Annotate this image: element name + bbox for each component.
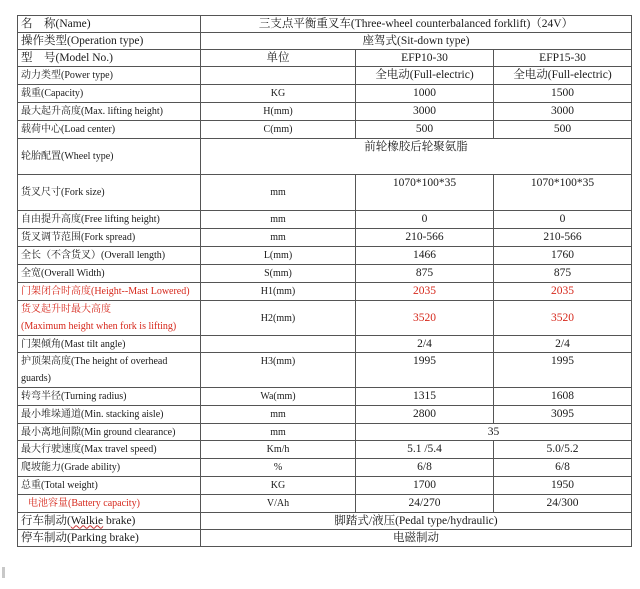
table-row: [18, 283, 632, 301]
ground-value: 35: [356, 424, 632, 441]
row-value-1: 1315: [356, 388, 494, 406]
row-unit: mm: [201, 211, 356, 229]
parking-value: 电磁制动: [201, 530, 632, 547]
row-label: 载重(Capacity): [18, 85, 201, 103]
row-value-1: 2/4: [356, 336, 494, 353]
walkie-label-en: Walkie: [70, 514, 104, 527]
model-label: 型 号(Model No.): [18, 50, 201, 67]
max-fork-label-en: (Maximum height when fork is lifting): [21, 321, 177, 332]
row-unit: mm: [201, 175, 356, 211]
row-value-2: 2/4: [494, 336, 632, 353]
model-2: EFP15-30: [494, 50, 632, 67]
row-wheel: [18, 139, 632, 175]
row-value-1: 24/270: [356, 495, 494, 513]
table-row: [18, 175, 632, 211]
row-unit: [201, 67, 356, 85]
row-name: [18, 16, 632, 33]
row-value-2: 1760: [494, 247, 632, 265]
row-unit: KG: [201, 85, 356, 103]
row-unit: H3(mm): [201, 353, 356, 388]
margin-marker: [2, 567, 5, 578]
ground-label: 最小离地间隙(Min ground clearance): [18, 424, 201, 441]
wheel-label: 轮胎配置(Wheel type): [18, 139, 201, 175]
row-unit: mm: [201, 406, 356, 424]
row-value-1: 1466: [356, 247, 494, 265]
table-row: [18, 441, 632, 459]
wheel-value: 前轮橡胶后轮聚氨脂: [201, 139, 632, 175]
table-row: [18, 388, 632, 406]
row-value-1: 875: [356, 265, 494, 283]
row-label: 货叉调节范围(Fork spread): [18, 229, 201, 247]
row-label: 最大行驶速度(Max travel speed): [18, 441, 201, 459]
row-value-2: 1070*100*35: [494, 175, 632, 211]
row-unit: %: [201, 459, 356, 477]
walkie-label: [18, 513, 201, 530]
row-label: 最小堆垛通道(Min. stacking aisle): [18, 406, 201, 424]
table-row: [18, 477, 632, 495]
row-value-1: 500: [356, 121, 494, 139]
table-row: [18, 67, 632, 85]
row-value-1: 6/8: [356, 459, 494, 477]
row-unit: C(mm): [201, 121, 356, 139]
row-value-2: 1950: [494, 477, 632, 495]
row-unit: mm: [201, 229, 356, 247]
max-fork-label: [18, 301, 201, 336]
row-value-2: 5.0/5.2: [494, 441, 632, 459]
table-row: [18, 85, 632, 103]
row-unit: H(mm): [201, 103, 356, 121]
row-value-1: 1070*100*35: [356, 175, 494, 211]
row-unit: Wa(mm): [201, 388, 356, 406]
walkie-label-cn: 行车制动(: [21, 514, 71, 527]
row-value-2: 3520: [494, 301, 632, 336]
row-value-1: 210-566: [356, 229, 494, 247]
row-value-2: 1608: [494, 388, 632, 406]
row-ground-clearance: [18, 424, 632, 441]
row-parking-brake: [18, 530, 632, 547]
row-value-1: 2035: [356, 283, 494, 301]
name-value: 三支点平衡重叉车(Three-wheel counterbalanced forklift)（24V）: [201, 16, 632, 33]
row-value-2: 0: [494, 211, 632, 229]
guard-label-line1: 护顶架高度(The height of overhead: [21, 356, 168, 367]
table-row: [18, 336, 632, 353]
row-value-1: 1700: [356, 477, 494, 495]
row-value-1: 1000: [356, 85, 494, 103]
row-unit: S(mm): [201, 265, 356, 283]
operation-value: 座驾式(Sit-down type): [201, 33, 632, 50]
name-label: 名 称(Name): [18, 16, 201, 33]
row-value-2: 24/300: [494, 495, 632, 513]
row-label: 全长（不含货叉）(Overall length): [18, 247, 201, 265]
table-row: [18, 495, 632, 513]
row-unit: V/Ah: [201, 495, 356, 513]
unit-header: 单位: [201, 50, 356, 67]
row-value-1: 2800: [356, 406, 494, 424]
row-value-2: 875: [494, 265, 632, 283]
walkie-label-end: brake): [103, 514, 136, 527]
row-label: 载荷中心(Load center): [18, 121, 201, 139]
row-value-2: 2035: [494, 283, 632, 301]
row-unit: H1(mm): [201, 283, 356, 301]
row-label: 爬坡能力(Grade ability): [18, 459, 201, 477]
operation-label: 操作类型(Operation type): [18, 33, 201, 50]
row-label: 电池容量(Battery capacity): [18, 495, 201, 513]
row-unit: KG: [201, 477, 356, 495]
table-row: [18, 265, 632, 283]
row-value-1: 0: [356, 211, 494, 229]
row-model: [18, 50, 632, 67]
row-value-1: 3000: [356, 103, 494, 121]
row-value-1: 3520: [356, 301, 494, 336]
table-row: [18, 247, 632, 265]
row-value-2: 3095: [494, 406, 632, 424]
row-unit: H2(mm): [201, 301, 356, 336]
row-label: 最大起升高度(Max. lifting height): [18, 103, 201, 121]
row-unit: [201, 336, 356, 353]
walkie-value: 脚踏式/液压(Pedal type/hydraulic): [201, 513, 632, 530]
parking-label: 停车制动(Parking brake): [18, 530, 201, 547]
row-value-2: 全电动(Full-electric): [494, 67, 632, 85]
row-value-2: 6/8: [494, 459, 632, 477]
row-label: 货叉尺寸(Fork size): [18, 175, 201, 211]
row-value-1: 5.1 /5.4: [356, 441, 494, 459]
row-operation: [18, 33, 632, 50]
row-value-2: 210-566: [494, 229, 632, 247]
row-value-2: 1500: [494, 85, 632, 103]
table-row: [18, 103, 632, 121]
spec-table: [17, 15, 632, 547]
row-walkie-brake: [18, 513, 632, 530]
row-label: 动力类型(Power type): [18, 67, 201, 85]
table-row: [18, 229, 632, 247]
row-label: 全宽(Overall Width): [18, 265, 201, 283]
row-max-fork-height: [18, 301, 632, 336]
table-row: [18, 121, 632, 139]
row-overhead-guard: [18, 353, 632, 388]
guard-label-line2: guards): [21, 373, 51, 384]
row-label: 总重(Total weight): [18, 477, 201, 495]
ground-unit: mm: [201, 424, 356, 441]
table-row: [18, 211, 632, 229]
row-value-2: 500: [494, 121, 632, 139]
row-unit: Km/h: [201, 441, 356, 459]
table-row: [18, 459, 632, 477]
row-value-1: 1995: [356, 353, 494, 388]
row-value-2: 3000: [494, 103, 632, 121]
guard-label: [18, 353, 201, 388]
row-unit: L(mm): [201, 247, 356, 265]
row-value-1: 全电动(Full-electric): [356, 67, 494, 85]
max-fork-label-cn: 货叉起升时最大高度: [21, 304, 111, 315]
row-label: 门架闭合时高度(Height--Mast Lowered): [18, 283, 201, 301]
row-value-2: 1995: [494, 353, 632, 388]
row-label: 自由提升高度(Free lifting height): [18, 211, 201, 229]
model-1: EFP10-30: [356, 50, 494, 67]
row-label: 门架倾角(Mast tilt angle): [18, 336, 201, 353]
row-label: 转弯半径(Turning radius): [18, 388, 201, 406]
table-row: [18, 406, 632, 424]
